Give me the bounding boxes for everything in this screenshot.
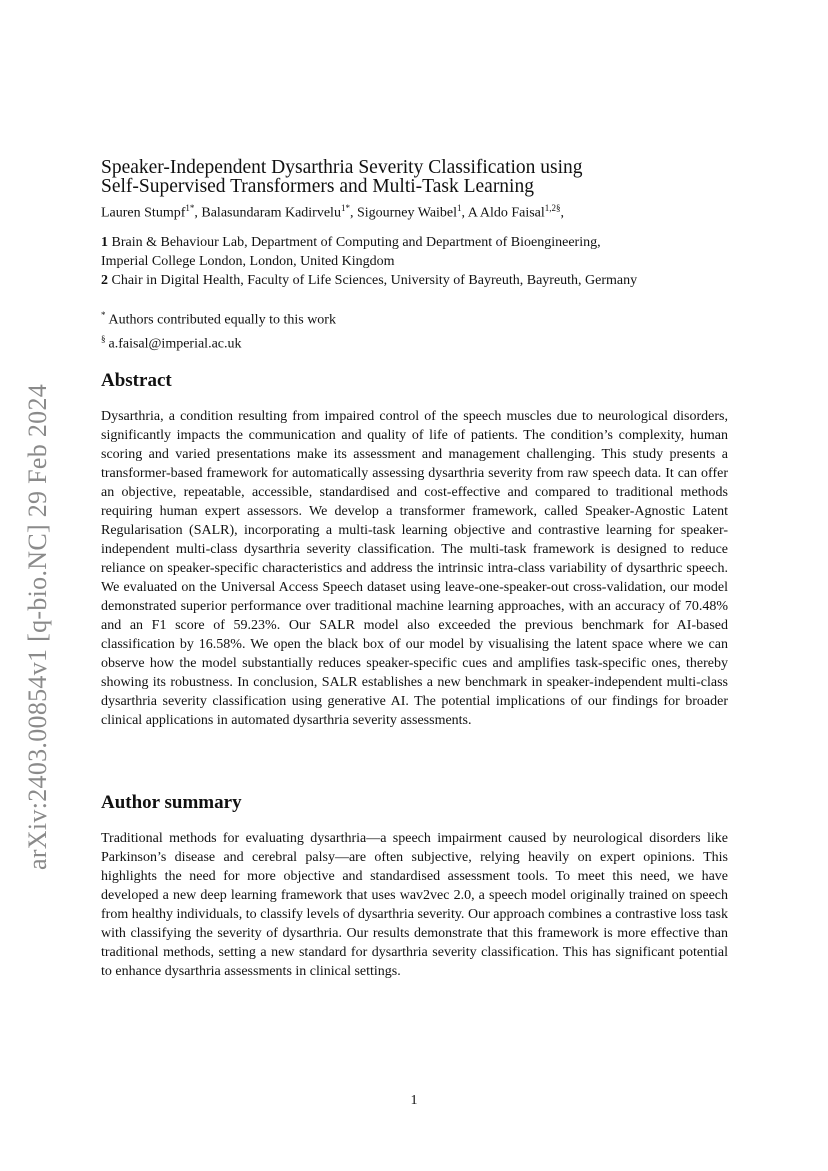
arxiv-identifier: arXiv:2403.00854v1 [q-bio.NC] 29 Feb 2024 [23,383,52,870]
note-mark: * [101,310,106,320]
author-affiliation-mark: 1* [340,203,350,213]
abstract-body: Dysarthria, a condition resulting from impaired control of the speech muscles due to neurological disorders, significantly impacts the communication and quality of life of patients. The condition’s complexity, human scoring and varied presentations make its assessment and management challenging. This study presents a transformer-based framework for automatically assessing dysarthria severity from raw speech data. It can offer an objective, repeatable, accessible, standardised and cost-effective and compared to traditional methods requiring human expert assessors. We develop a transformer framework, called Speaker-Agnostic Latent Regularisation (SALR), incorporating a multi-task learning objective and contrastive learning for speaker-independent multi-class dysarthria severity classification. The multi-task framework is designed to reduce reliance on speaker-specific characteristics and address the intrinsic intra-class variability of dysarthric speech. We evaluated on the Universal Access Speech dataset using leave-one-speaker-out cross-validation, our model demonstrated superior performance over traditional machine learning approaches, with an accuracy of 70.48% and an F1 score of 59.23%. Our SALR model also exceeded the previous benchmark for AI-based classification by 16.58%. We open the black box of our model by visualising the latent space where we can observe how the model substantially reduces speaker-specific cues and amplifies task-specific ones, thereby showing its robustness. In conclusion, SALR establishes a new benchmark in speaker-independent multi-class dysarthria severity classification using generative AI. The potential implications of our findings for broader clinical applications in automated dysarthria severity assessments. [101,409,728,728]
author-name: Lauren Stumpf [101,205,186,221]
author-name: Sigourney Waibel [356,205,458,221]
author-separator: , [194,205,202,221]
author-affiliation-mark: 1,2§ [544,203,561,213]
note-text: a.faisal@imperial.ac.uk [108,336,242,352]
author-separator: , [461,205,468,221]
author-list [101,199,564,223]
abstract-heading: Abstract [101,370,172,391]
paper-title [101,158,721,196]
author-notes [101,306,336,353]
author-separator: , [560,205,565,221]
author-name: A Aldo Faisal [467,205,545,221]
affiliation-number: 2 [101,273,108,288]
title-line-2: Self-Supervised Transformers and Multi-Task Learning [101,176,534,197]
equal-contribution-note [101,306,336,330]
author-name: Balasundaram Kadirvelu [201,205,341,221]
author-separator: , [349,205,357,221]
author-summary-heading: Author summary [101,792,242,813]
note-mark: § [101,333,106,344]
affiliation-1 [101,233,741,252]
affiliation-text: Chair in Digital Health, Faculty of Life Sciences, University of Bayreuth, Bayreuth, Germany [111,273,638,288]
affiliation-1-continued: Imperial College London, London, United Kingdom [101,254,395,269]
affiliation-2 [101,271,741,290]
page-number: 1 [410,1093,418,1108]
affiliations [101,233,741,290]
author-affiliation-mark: 1* [185,203,195,213]
author-summary-body: Traditional methods for evaluating dysarthria—a speech impairment caused by neurological disorders like Parkinson’s disease and cerebral palsy—are often subjective, relying heavily on expert opinions. This highlights the need for more objective and standardised assessment tools. To meet this need, we have developed a new deep learning framework that uses wav2vec 2.0, a speech model originally trained on speech from healthy individuals, to classify levels of dysarthria severity. Our approach combines a contrastive loss task with classifying the severity of dysarthria. Our results demonstrate that this framework is more effective than traditional methods, setting a new standard for dysarthria severity classification. This has significant potential to enhance dysarthria assessments in clinical settings. [101,831,728,979]
corresponding-email-note [101,330,336,354]
note-text: Authors contributed equally to this work [108,312,336,328]
title-line-1: Speaker-Independent Dysarthria Severity Classification using [101,157,583,178]
affiliation-number: 1 [101,235,108,250]
author-affiliation-mark: 1 [457,203,462,213]
affiliation-text: Brain & Behaviour Lab, Department of Computing and Department of Bioengineering, [111,235,601,250]
